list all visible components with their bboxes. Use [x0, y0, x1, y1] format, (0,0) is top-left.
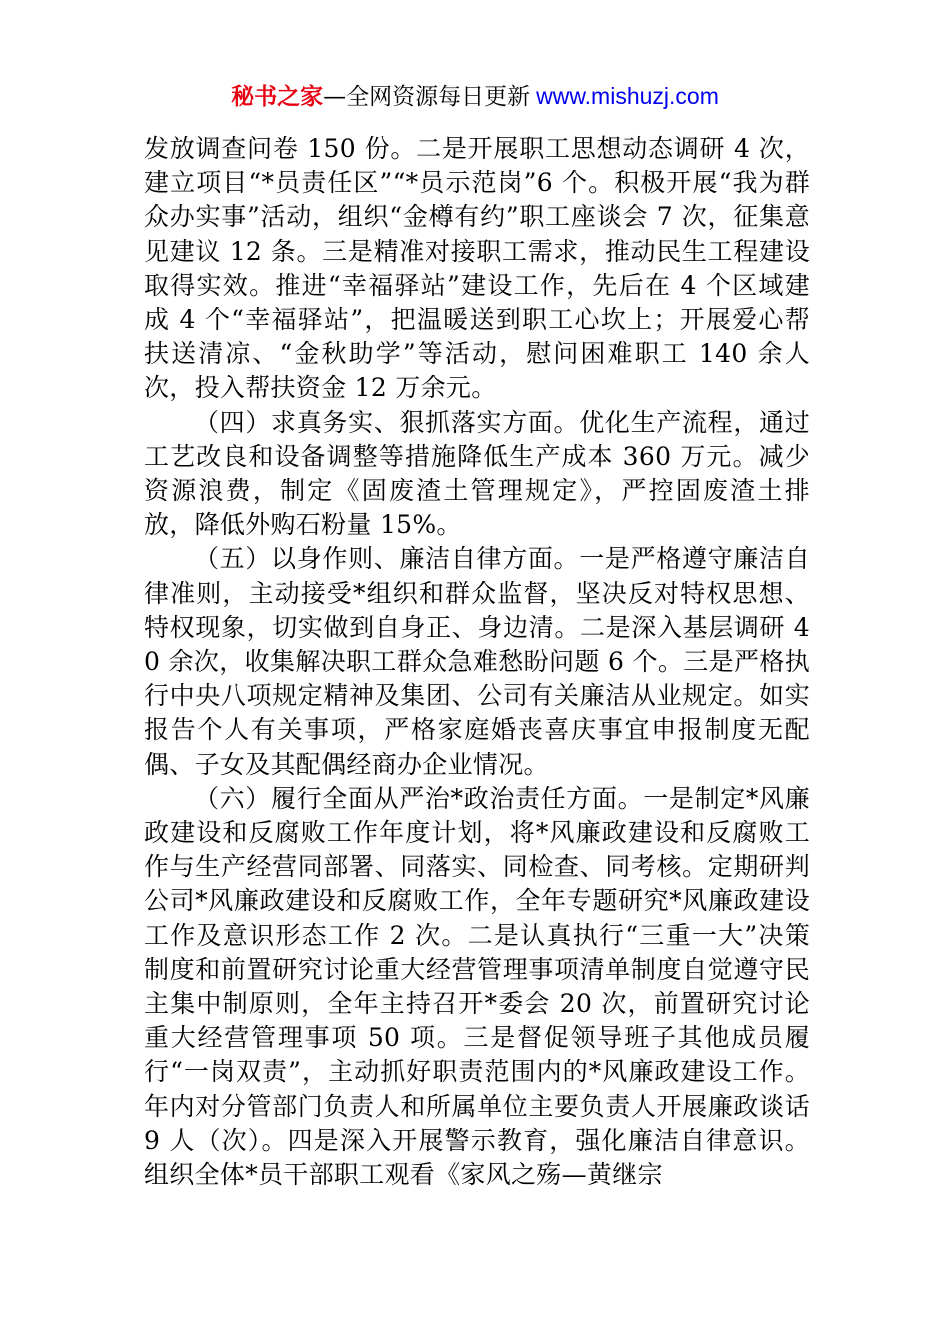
site-tagline: —全网资源每日更新 [323, 84, 531, 110]
site-url-link[interactable]: www.mishuzj.com [536, 83, 719, 109]
paragraph-section-4: （四）求真务实、狠抓落实方面。优化生产流程，通过工艺改良和设备调整等措施降低生产成本 360 万元。减少资源浪费，制定《固废渣土管理规定》，严控固废渣土排放，降低外购石粉量 15%。 [144, 407, 810, 540]
paragraph-section-6: （六）履行全面从严治*政治责任方面。一是制定*风廉政建设和反腐败工作年度计划，将*风廉政建设和反腐败工作与生产经营同部署、同落实、同检查、同考核。定期研判公司*风廉政建设和反腐败工作，全年专题研究*风廉政建设工作及意识形态工作 2 次。二是认真执行“三重一大”决策制度和前置研究讨论重大经营管理事项清单制度自觉遵守民主集中制原则，全年主持召开*委会 20 次，前置研究讨论重大经营管理事项 50 项。三是督促领导班子其他成员履行“一岗双责”，主动抓好职责范围内的*风廉政建设工作。年内对分管部门负责人和所属单位主要负责人开展廉政谈话 9 人（次）。四是深入开展警示教育，强化廉洁自律意识。组织全体*员干部职工观看《家风之殇—黄继宗 [144, 783, 810, 1190]
site-header [0, 80, 950, 113]
paragraph-continuation: 发放调查问卷 150 份。二是开展职工思想动态调研 4 次，建立项目“*员责任区”“*员示范岗”6 个。积极开展“我为群众办实事”活动，组织“金樽有约”职工座谈会 7 次，征集意见建议 12 条。三是精准对接职工需求，推动民生工程建设取得实效。推进“幸福驿站”建设工作，先后在 4 个区域建成 4 个“幸福驿站”，把温暖送到职工心坎上；开展爱心帮扶送清凉、“金秋助学”等活动，慰问困难职工 140 余人次，投入帮扶资金 12 万余元。 [144, 134, 810, 403]
paragraph-section-5: （五）以身作则、廉洁自律方面。一是严格遵守廉洁自律准则，主动接受*组织和群众监督，坚决反对特权思想、特权现象，切实做到自身正、身边清。二是深入基层调研 40 余次，收集解决职工群众急难愁盼问题 6 个。三是严格执行中央八项规定精神及集团、公司有关廉洁从业规定。如实报告个人有关事项，严格家庭婚丧喜庆事宜申报制度无配偶、子女及其配偶经商办企业情况。 [144, 544, 810, 779]
document-body [144, 132, 810, 1192]
site-brand[interactable]: 秘书之家 [231, 84, 324, 110]
